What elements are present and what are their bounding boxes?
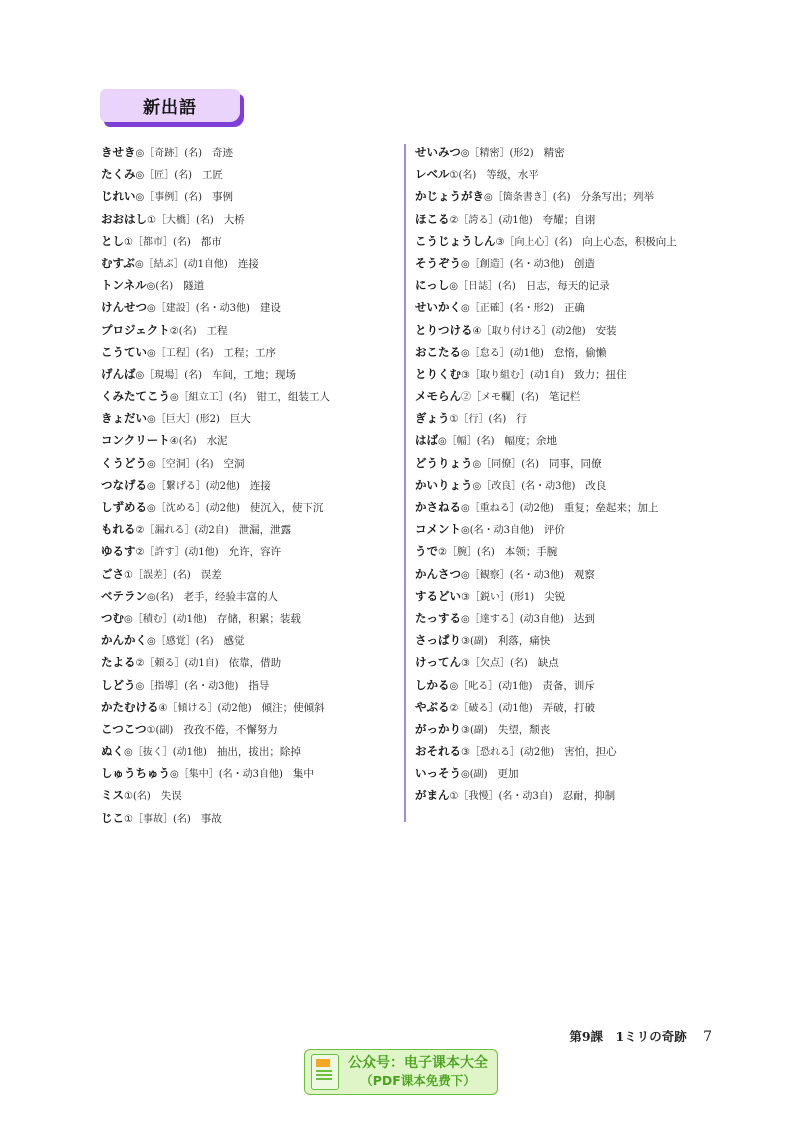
vocab-meaning: 都市 xyxy=(200,235,222,248)
vocab-entry xyxy=(415,185,745,207)
vocab-word: コンクリート xyxy=(101,433,170,448)
vocab-meaning: 抽出，拔出；除掉 xyxy=(216,746,301,759)
vocab-info: ◎［重ねる］(动2他) xyxy=(461,503,554,514)
vocab-info: ③［鋭い］(形1) xyxy=(461,591,535,603)
vocab-info: ◎［現場］(名) xyxy=(135,369,203,381)
vocab-meaning: 向上心态，积极向上 xyxy=(582,235,677,248)
vocab-entry xyxy=(415,784,745,806)
vocab-entry xyxy=(415,518,745,540)
vocab-meaning: 空洞 xyxy=(223,457,245,470)
vocab-entry xyxy=(415,674,745,696)
vocab-info: ◎［組立工］(名) xyxy=(170,392,247,404)
vocab-entry xyxy=(415,363,745,385)
vocab-entry xyxy=(415,407,745,429)
vocab-meaning: 隧道 xyxy=(183,280,205,293)
vocab-info: ②［漏れる］(动2自) xyxy=(135,525,229,537)
vocab-word: せいかく xyxy=(415,300,461,315)
vocab-word: おおはし xyxy=(101,211,147,226)
vocab-meaning: 车间，工地；现场 xyxy=(212,368,297,381)
vocab-meaning: 安装 xyxy=(595,324,617,337)
vocab-entry xyxy=(415,163,745,185)
vocab-meaning: 笔记栏 xyxy=(548,391,581,404)
vocab-info: ④［傾ける］(动2他) xyxy=(158,702,252,714)
section-title: 新出語 xyxy=(143,98,197,118)
vocab-entry xyxy=(101,230,401,252)
vocab-meaning: 日志，每天的记录 xyxy=(525,280,610,293)
vocab-entry xyxy=(101,762,401,784)
vocab-entry xyxy=(415,563,745,585)
vocab-word: かんさつ xyxy=(415,566,461,581)
vocab-info: ①［行］(名) xyxy=(449,414,507,426)
vocab-word: うで xyxy=(415,544,438,559)
vocab-meaning: 怠惰，偷懒 xyxy=(553,346,607,359)
vocab-entry xyxy=(101,674,401,696)
vocab-entry xyxy=(415,385,745,407)
vocab-word: じれい xyxy=(101,189,136,204)
vocab-info: ②［誇る］(动1他) xyxy=(449,214,533,226)
vocab-info: ◎［集中］(名・动3自他) xyxy=(170,769,283,781)
vocab-entry xyxy=(415,319,745,341)
vocab-meaning: 钳工，组装工人 xyxy=(256,391,331,404)
vocab-info: ◎(名) xyxy=(147,591,174,603)
vocab-entry xyxy=(101,163,401,185)
vocab-info: ◎［観察］(名・动3他) xyxy=(461,569,564,581)
vocab-meaning: 大桥 xyxy=(223,213,245,226)
vocab-info: ◎［匠］(名) xyxy=(135,170,193,182)
vocab-entry xyxy=(101,141,401,163)
vocab-word: おそれる xyxy=(415,744,461,759)
vocab-word: かいりょう xyxy=(415,477,473,492)
vocab-word: つむ xyxy=(101,610,124,625)
vocab-entry xyxy=(415,629,745,651)
watermark-banner xyxy=(304,1049,498,1095)
watermark-line1: 公众号：电子课本大全 xyxy=(348,1055,488,1071)
vocab-meaning: 夸耀；自诩 xyxy=(542,213,596,226)
book-logo-icon xyxy=(311,1054,339,1090)
vocab-entry xyxy=(101,784,401,806)
vocab-meaning: 达到 xyxy=(573,612,595,625)
vocab-info: ②［頼る］(动1自) xyxy=(135,658,219,670)
vocab-info: ①［事故］(名) xyxy=(124,813,191,825)
column-divider xyxy=(404,144,406,822)
vocab-word: ぬく xyxy=(101,744,124,759)
vocab-entry xyxy=(415,762,745,784)
vocab-meaning: 更加 xyxy=(497,768,519,781)
vocab-entry xyxy=(101,363,401,385)
vocab-entry xyxy=(101,629,401,651)
vocab-word: ベテラン xyxy=(101,588,147,603)
vocab-word: こうてい xyxy=(101,344,147,359)
vocab-info: ◎(名・动3自他) xyxy=(461,525,534,537)
vocab-word: かんかく xyxy=(101,633,147,648)
vocab-entry xyxy=(415,585,745,607)
vocab-word: プロジェクト xyxy=(101,322,170,337)
vocab-info: ◎［幅］(名) xyxy=(438,436,495,448)
vocab-info: ②(名) xyxy=(169,325,197,337)
vocab-word: かさねる xyxy=(415,500,461,514)
vocab-meaning: 精密 xyxy=(543,147,565,159)
vocab-word: こつこつ xyxy=(101,721,147,736)
vocab-info: ◎［抜く］(动1他) xyxy=(124,747,207,759)
vocab-info: ◎［精密］(形2) xyxy=(460,148,534,159)
vocab-info: ◎［沈める］(动2他) xyxy=(147,503,240,514)
vocab-info: ◎［工程］(名) xyxy=(147,347,214,359)
vocab-info: ②［腕］(名) xyxy=(438,547,495,559)
vocab-meaning: 奇迹 xyxy=(212,147,234,159)
vocab-entry xyxy=(101,252,401,274)
vocab-entry xyxy=(101,274,401,296)
vocab-entry xyxy=(101,518,401,540)
vocab-meaning: 分条写出；列举 xyxy=(580,191,655,204)
vocab-meaning: 正确 xyxy=(563,302,585,315)
vocab-meaning: 工程 xyxy=(206,324,228,337)
vocab-entry xyxy=(101,585,401,607)
vocab-info: ④［取り付ける］(动2他) xyxy=(472,325,586,337)
vocab-entry xyxy=(415,208,745,230)
vocab-word: かじょうがき xyxy=(415,189,484,204)
vocab-word: ぎょう xyxy=(415,411,450,426)
vocab-word: たっする xyxy=(415,610,461,625)
vocab-info: ③(副) xyxy=(461,724,488,736)
vocab-word: トンネル xyxy=(101,278,147,293)
vocab-word: がまん xyxy=(415,788,450,803)
vocab-word: げんば xyxy=(101,366,136,381)
vocab-info: ①(名) xyxy=(449,170,477,182)
vocab-meaning: 水泥 xyxy=(206,435,228,448)
vocab-entry xyxy=(415,540,745,562)
vocab-info: ◎(副) xyxy=(461,769,488,781)
vocab-meaning: 工程；工序 xyxy=(223,346,277,359)
vocab-entry xyxy=(101,740,401,762)
vocab-word: たくみ xyxy=(101,167,136,182)
vocab-entry xyxy=(101,429,401,451)
vocab-word: いっそう xyxy=(415,766,461,781)
vocab-entry xyxy=(415,718,745,740)
vocab-info: ◎［結ぶ］(动1自他) xyxy=(134,258,228,270)
vocab-entry xyxy=(101,319,401,341)
vocab-entry xyxy=(101,474,401,496)
vocab-meaning: 感觉 xyxy=(223,635,245,648)
vocab-entry xyxy=(101,496,401,518)
vocab-meaning: 致力；扭住 xyxy=(574,368,627,381)
vocab-info: ③［取り組む］(动1自) xyxy=(461,369,565,381)
vocab-meaning: 创造 xyxy=(573,257,595,270)
vocab-word: むすぶ xyxy=(101,255,135,270)
vocab-info: ◎［事例］(名) xyxy=(135,192,203,204)
vocab-meaning: 工匠 xyxy=(202,169,224,182)
vocab-entry xyxy=(101,718,401,740)
vocab-word: しゅうちゅう xyxy=(101,766,170,781)
vocab-word: かたむける xyxy=(101,699,159,714)
vocab-info: ①(名) xyxy=(124,791,151,803)
vocab-meaning: 误差 xyxy=(200,568,222,581)
vocabulary-left-column xyxy=(101,141,401,829)
vocab-entry xyxy=(101,407,401,429)
vocab-info: ④(名) xyxy=(169,436,197,448)
vocab-word: やぶる xyxy=(415,699,450,714)
vocab-word: ごさ xyxy=(101,566,124,581)
vocab-word: ゆるす xyxy=(101,544,136,559)
vocab-info: ①［我慢］(名・动3自) xyxy=(449,791,553,803)
page-number: 7 xyxy=(703,1029,712,1045)
vocab-meaning: 集中 xyxy=(292,768,314,781)
vocab-word: にっし xyxy=(415,278,450,293)
vocab-word: どうりょう xyxy=(415,455,473,470)
section-title-tab xyxy=(100,89,240,122)
vocab-meaning: 老手，经验丰富的人 xyxy=(183,590,279,603)
vocab-word: とりくむ xyxy=(415,366,461,381)
vocab-info: ◎［建設］(名・动3他) xyxy=(147,303,250,315)
vocab-word: けんせつ xyxy=(101,300,147,315)
vocab-meaning: 本领；手腕 xyxy=(504,546,558,559)
vocab-entry xyxy=(415,252,745,274)
vocab-info: ◎［巨大］(形2) xyxy=(147,414,220,426)
vocab-info: ③［恐れる］(动2他) xyxy=(461,747,555,759)
vocab-entry xyxy=(415,740,745,762)
vocab-meaning: 连接 xyxy=(237,257,259,270)
vocab-word: おこたる xyxy=(415,344,461,359)
vocab-word: つなげる xyxy=(101,477,147,492)
vocab-word: そうぞう xyxy=(415,255,461,270)
vocab-word: けってん xyxy=(415,655,461,670)
vocab-word: ほこる xyxy=(415,211,450,226)
vocab-meaning: 泄漏，泄露 xyxy=(238,524,292,537)
vocab-entry xyxy=(415,496,745,518)
vocab-word: がっかり xyxy=(415,721,461,736)
vocab-meaning: 同事，同僚 xyxy=(549,457,602,470)
vocab-info: ②［許す］(动1他) xyxy=(135,547,219,559)
vocab-info: ③(副) xyxy=(461,636,488,648)
vocab-info: ③［欠点］(名) xyxy=(461,658,528,670)
vocab-meaning: 依靠，借助 xyxy=(228,657,282,670)
vocab-meaning: 等级，水平 xyxy=(486,169,539,182)
vocab-meaning: 失望，颓丧 xyxy=(497,723,551,736)
vocab-meaning: 忍耐，抑制 xyxy=(562,790,616,803)
vocab-info: ①［誤差］(名) xyxy=(124,569,191,581)
vocab-entry xyxy=(415,296,745,318)
vocab-entry xyxy=(415,607,745,629)
vocab-meaning: 观察 xyxy=(573,568,595,581)
vocab-entry xyxy=(101,651,401,673)
vocab-word: しずめる xyxy=(101,500,147,514)
vocab-info: ◎［空洞］(名) xyxy=(147,458,214,470)
vocab-entry xyxy=(101,696,401,718)
vocab-word: レベル xyxy=(415,167,450,182)
vocab-entry xyxy=(415,230,745,252)
vocab-entry xyxy=(101,607,401,629)
vocab-meaning: 事故 xyxy=(200,812,222,825)
vocab-meaning: 连接 xyxy=(249,479,271,492)
vocab-entry xyxy=(415,651,745,673)
vocab-entry xyxy=(415,141,745,163)
vocab-word: とりつける xyxy=(415,322,473,337)
vocab-entry xyxy=(101,452,401,474)
vocab-meaning: 幅度；余地 xyxy=(504,435,558,448)
vocab-word: さっぱり xyxy=(415,633,461,648)
vocab-word: せいみつ xyxy=(415,145,461,159)
vocab-entry xyxy=(415,341,745,363)
vocab-entry xyxy=(101,563,401,585)
vocab-info: ◎［日誌］(名) xyxy=(449,281,516,293)
vocab-entry xyxy=(101,540,401,562)
vocab-info: ③［向上心］(名) xyxy=(495,236,573,248)
vocabulary-right-column xyxy=(415,141,745,807)
vocab-info: ②［メモ欄］(名) xyxy=(461,392,539,404)
vocab-info: ◎［怠る］(动1他) xyxy=(461,347,544,359)
vocab-info: ◎［正確］(名・形2) xyxy=(461,303,554,315)
vocab-word: きせき xyxy=(101,145,136,159)
vocab-meaning: 害怕，担心 xyxy=(564,746,617,759)
vocab-entry xyxy=(101,341,401,363)
vocab-entry xyxy=(101,208,401,230)
vocab-info: ①(副) xyxy=(146,724,174,736)
vocab-meaning: 利落，痛快 xyxy=(497,635,551,648)
vocab-word: コメント xyxy=(415,522,461,537)
vocab-meaning: 评价 xyxy=(543,524,565,537)
vocab-entry xyxy=(101,385,401,407)
vocab-meaning: 使沉入，使下沉 xyxy=(249,502,324,514)
vocab-entry xyxy=(415,452,745,474)
vocab-entry xyxy=(415,474,745,496)
vocab-info: ◎［積む］(动1他) xyxy=(124,613,207,625)
vocab-word: しどう xyxy=(101,677,136,692)
watermark-line2: （PDF课本免费下） xyxy=(360,1073,476,1088)
vocab-info: ②［破る］(动1他) xyxy=(449,702,533,714)
vocab-word: メモらん xyxy=(415,389,461,404)
vocab-meaning: 允许，容许 xyxy=(228,546,282,559)
vocab-entry xyxy=(101,185,401,207)
vocab-info: ◎(名) xyxy=(146,281,174,293)
vocab-entry xyxy=(415,696,745,718)
vocab-meaning: 重复；垒起来；加上 xyxy=(563,502,659,514)
vocab-info: ◎［感覚］(名) xyxy=(147,636,214,648)
vocab-info: ◎［達する］(动3自他) xyxy=(461,613,564,625)
vocab-meaning: 事例 xyxy=(212,191,234,204)
vocab-meaning: 存储，积累；装载 xyxy=(216,612,301,625)
vocab-meaning: 建设 xyxy=(259,302,281,315)
vocab-info: ◎［指導］(名・动3他) xyxy=(135,680,239,692)
vocab-meaning: 尖锐 xyxy=(544,590,566,603)
vocab-word: はば xyxy=(415,433,438,448)
vocab-word: とし xyxy=(101,233,124,248)
vocab-meaning: 弄破，打破 xyxy=(542,701,596,714)
vocab-meaning: 巨大 xyxy=(229,413,251,426)
vocab-meaning: 倾注；使倾斜 xyxy=(261,701,325,714)
vocab-meaning: 孜孜不倦，不懈努力 xyxy=(183,723,278,736)
vocab-word: ミス xyxy=(101,788,124,803)
vocab-word: しかる xyxy=(415,677,450,692)
vocab-word: こうじょうしん xyxy=(415,233,496,248)
vocab-meaning: 缺点 xyxy=(537,657,559,670)
vocab-meaning: 改良 xyxy=(585,479,607,492)
vocab-word: くみたてこう xyxy=(101,389,170,404)
vocab-info: ◎［繋げる］(动2他) xyxy=(147,480,240,492)
vocab-word: もれる xyxy=(101,522,136,537)
vocab-word: たよる xyxy=(101,655,136,670)
page-footer xyxy=(569,1027,712,1045)
vocab-info: ①［大橋］(名) xyxy=(147,214,214,226)
vocab-entry xyxy=(415,274,745,296)
vocab-entry xyxy=(415,429,745,451)
vocab-meaning: 行 xyxy=(516,413,527,426)
vocab-word: くうどう xyxy=(101,455,147,470)
vocab-info: ◎［箇条書き］(名) xyxy=(484,192,571,204)
vocab-info: ◎［創造］(名・动3他) xyxy=(461,258,564,270)
vocab-entry xyxy=(101,296,401,318)
vocab-info: ◎［同僚］(名) xyxy=(472,458,540,470)
vocab-info: ◎［改良］(名・动3他) xyxy=(472,480,576,492)
vocab-info: ①［都市］(名) xyxy=(124,236,191,248)
vocab-meaning: 责备，训斥 xyxy=(542,679,595,692)
vocab-word: じこ xyxy=(101,810,124,825)
vocab-meaning: 失误 xyxy=(160,790,182,803)
vocab-word: するどい xyxy=(415,588,461,603)
vocab-info: ◎［叱る］(动1他) xyxy=(449,680,533,692)
vocab-entry xyxy=(101,807,401,829)
vocab-word: きょだい xyxy=(101,411,147,426)
chapter-title: 第9課 1ミリの奇跡 xyxy=(569,1029,687,1044)
vocab-info: ◎［奇跡］(名) xyxy=(135,148,203,159)
vocab-meaning: 指导 xyxy=(248,679,270,692)
